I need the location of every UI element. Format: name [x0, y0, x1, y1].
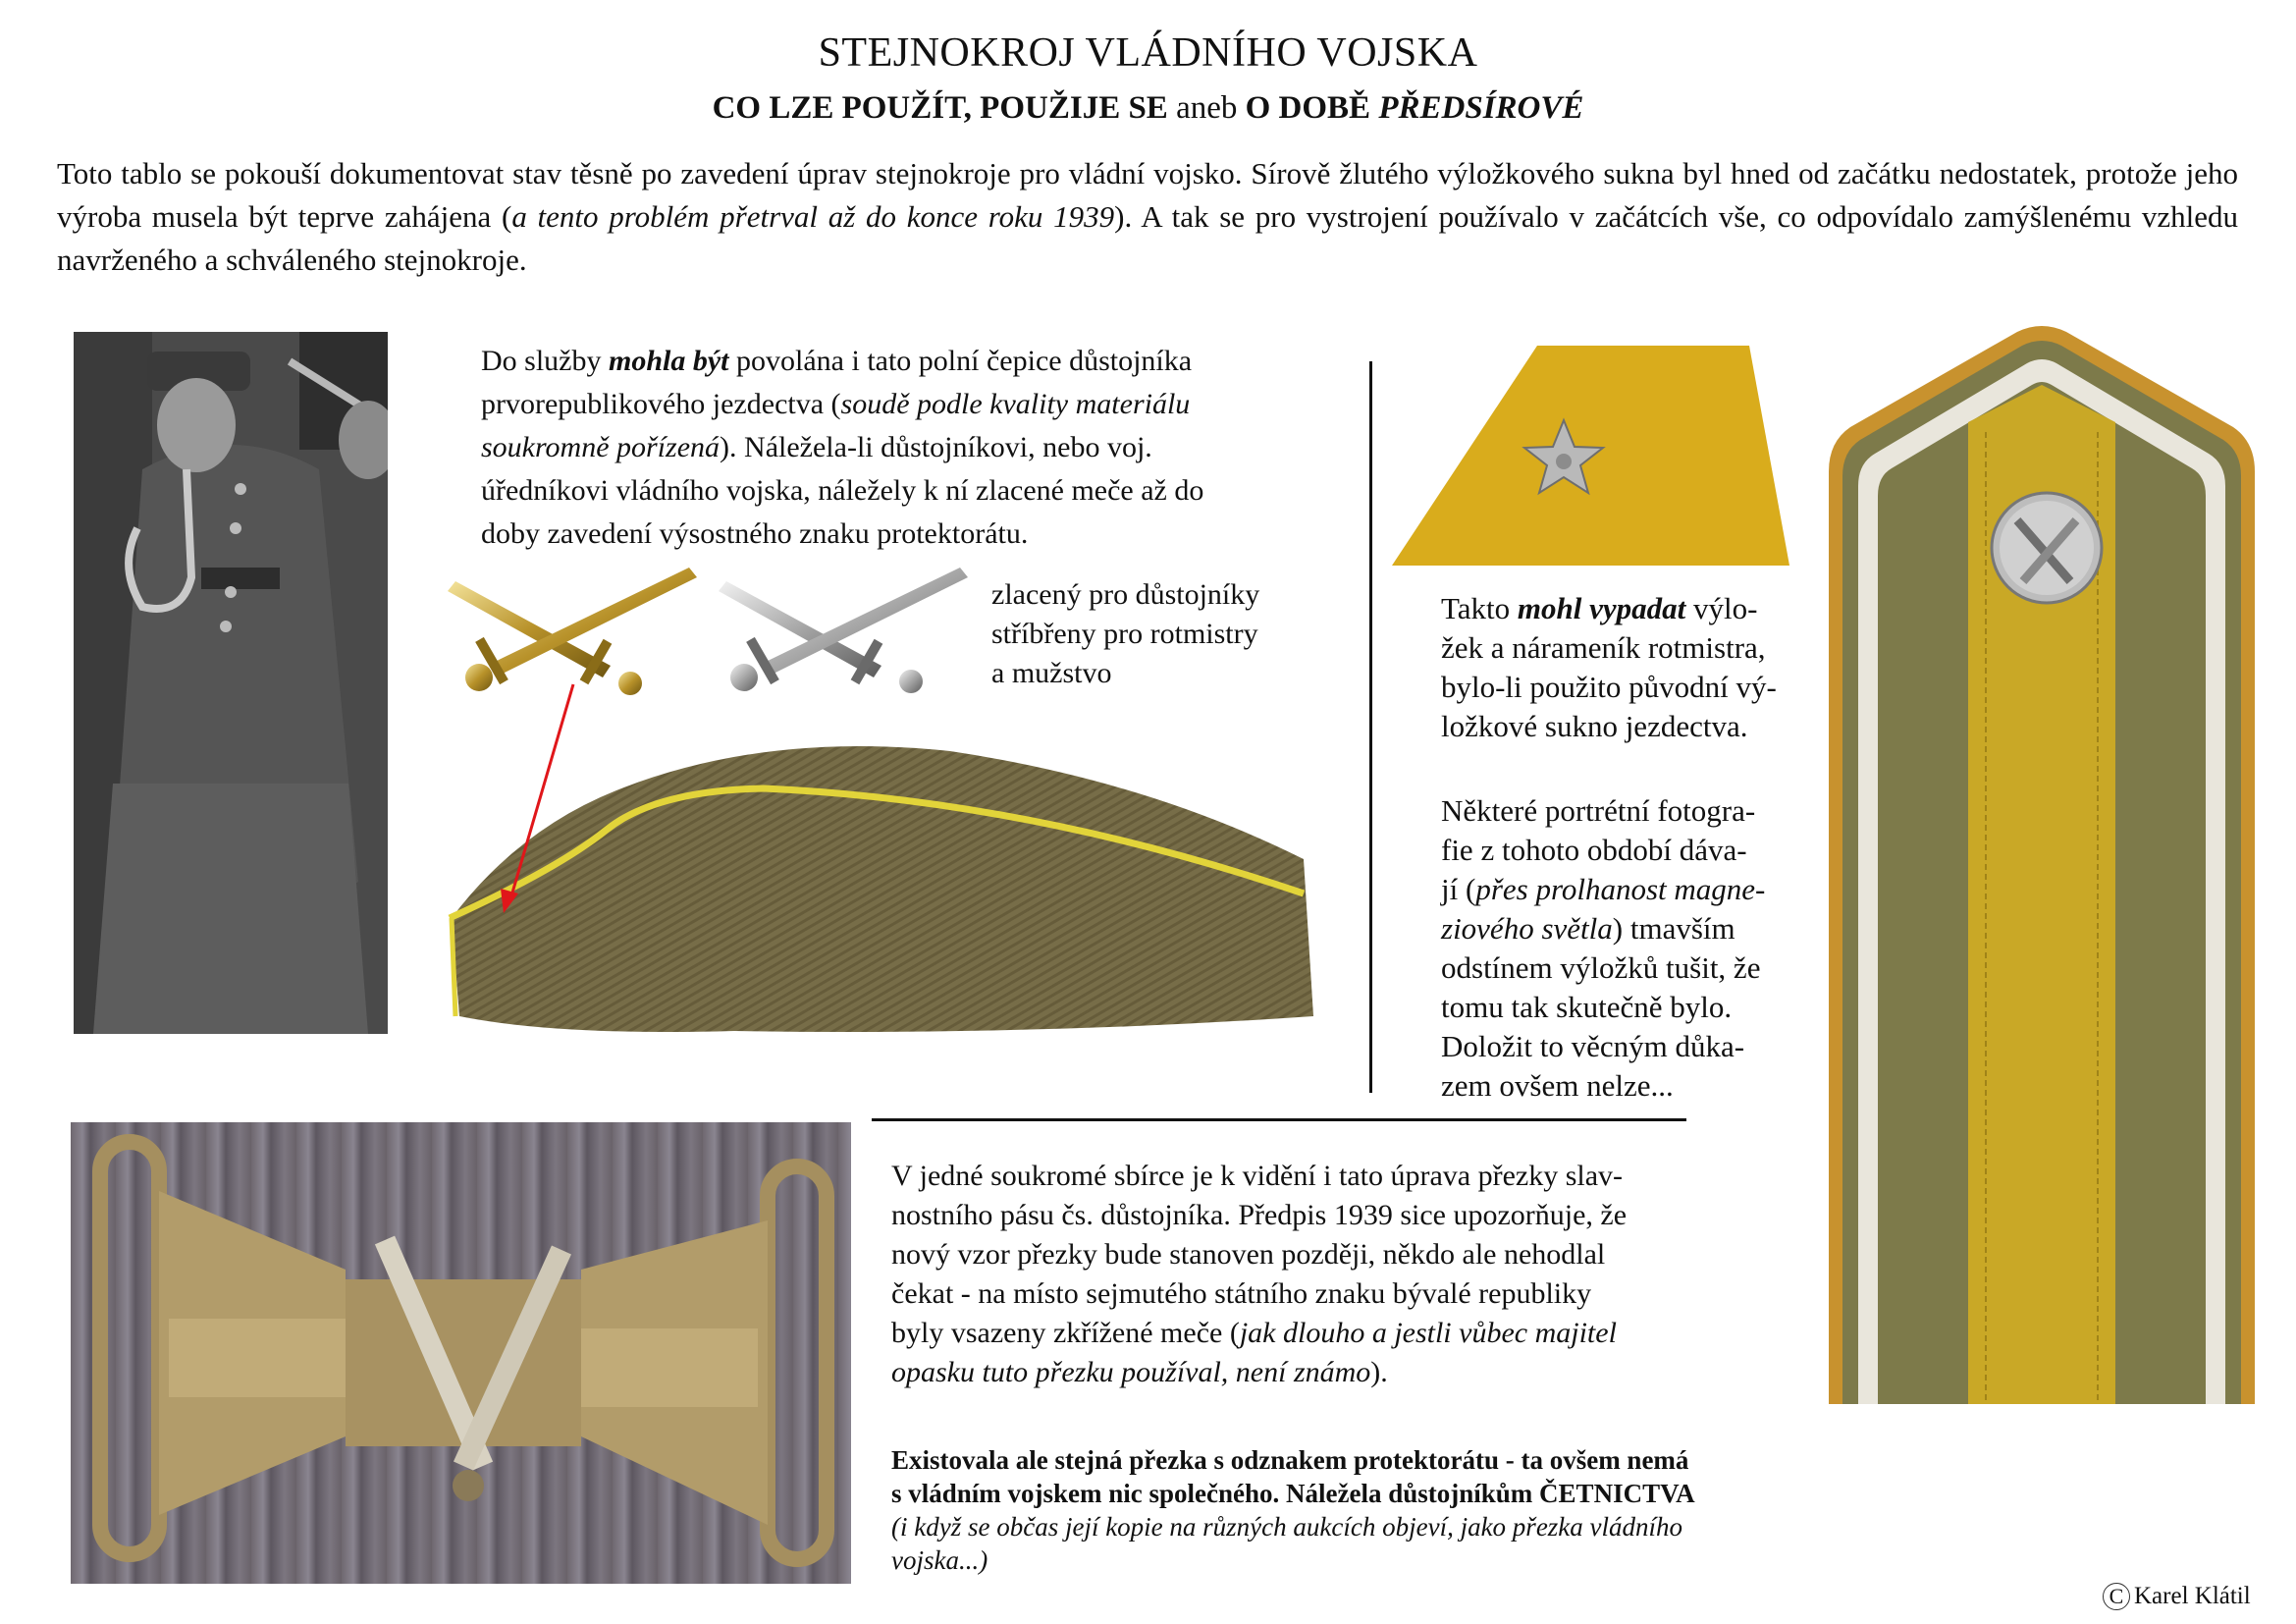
page-subtitle — [0, 90, 2296, 127]
cap-text-1: povolána i tato polní čepice důstojníka prvorepublikového jezdectva ( — [481, 345, 1193, 420]
collar-text-line-2: žek a nárameník rotmistra, — [1441, 630, 1766, 665]
soldier-figure-icon — [74, 332, 388, 1034]
vertical-divider — [1369, 361, 1372, 1093]
intro-text-2: ). A tak se pro vystrojení používalo v začátcích vše, co odpovídalo zamýšlenému vzhledu navrženého a schváleného stejnokroje. — [57, 199, 2238, 277]
page-title: STEJNOKROJ VLÁDNÍHO VOJSKA — [818, 30, 1478, 76]
subtitle-aneb: aneb — [1176, 90, 1238, 126]
crossed-swords-button-icon — [1992, 493, 2102, 603]
cap-text-lead: Do služby — [481, 345, 609, 377]
crossed-swords-images — [444, 568, 988, 697]
gend-italic-line-3: i když se občas její kopie na různých aukcích objeví, jako přezka vládního — [900, 1512, 1683, 1542]
photo-remark — [1441, 791, 1765, 1106]
subtitle-part-3: PŘEDSÍROVÉ — [1378, 90, 1584, 126]
field-cap-image — [440, 722, 1353, 1046]
buckle-text-line-3: nový vzor přezky bude stanoven později, někdo ale nehodlal — [891, 1238, 1606, 1271]
collar-text-line-1: výlo- — [1685, 591, 1758, 625]
intro-italic: a tento problém přetrval až do konce roku 1939 — [511, 199, 1115, 234]
photo-remark-line-3b: přes prolhanost magne- — [1475, 872, 1766, 906]
swords-caption-line-1: zlacený pro důstojníky — [991, 578, 1260, 611]
photo-remark-line-8: zem ovšem nelze... — [1441, 1068, 1674, 1103]
buckle-text-line-2: nostního pásu čs. důstojníka. Předpis 1939 sice upozorňuje, že — [891, 1199, 1628, 1231]
belt-buckle-image — [71, 1122, 851, 1584]
intro-paragraph — [57, 152, 2238, 282]
gend-bold-line-1: Existovala ale stejná přezka s odznakem protektorátu - ta ovšem nemá — [891, 1445, 1689, 1475]
cap-text-2: ). Náležela-li důstojníkovi, nebo voj. úředníkovi vládního vojska, náležely k ní zlacené meče až do doby zavedení výsostného znaku protektorátu. — [481, 431, 1204, 550]
photo-remark-line-6: tomu tak skutečně bylo. — [1441, 990, 1733, 1024]
buckle-text-line-5a: byly vsazeny zkřížené meče ( — [891, 1317, 1240, 1349]
cap-text-emphasis: mohla být — [609, 345, 729, 377]
photo-remark-line-1: Některé portrétní fotogra- — [1441, 793, 1756, 828]
swords-caption-line-3: a mužstvo — [991, 657, 1112, 689]
subtitle-part-1: CO LZE POUŽÍT, POUŽIJE SE — [712, 90, 1168, 126]
collar-text-emphasis: mohl vypadat — [1517, 591, 1686, 625]
copyright-icon: C — [2103, 1583, 2130, 1610]
collar-text-lead: Takto — [1441, 591, 1518, 625]
collar-tab-description — [1441, 589, 1777, 746]
gend-close-paren: ) — [979, 1545, 988, 1575]
silver-swords-icon — [719, 568, 968, 693]
cap-text-italic: soudě podle kvality materiálu soukromně pořízená — [481, 388, 1191, 463]
horizontal-divider — [872, 1118, 1686, 1121]
cap-description — [481, 340, 1266, 556]
gend-italic-line-4: vojska... — [891, 1545, 980, 1575]
gend-bold-line-2: s vládním vojskem nic společného. Náležela důstojníkům ČETNICTVA — [891, 1479, 1695, 1508]
shoulder-board-image — [1821, 324, 2263, 1414]
buckle-text-line-4: čekat - na místo sejmutého státního znaku bývalé republiky — [891, 1277, 1592, 1310]
buckle-text-line-6b: ). — [1370, 1356, 1388, 1388]
collar-text-line-4: ložkové sukno jezdectva. — [1441, 709, 1748, 743]
buckle-text-line-5b: jak dlouho a jestli vůbec majitel — [1239, 1317, 1617, 1349]
photo-remark-line-4b: ) tmavším — [1612, 911, 1735, 946]
photo-remark-line-4a: ziového světla — [1441, 911, 1613, 946]
photo-remark-line-3a: jí ( — [1441, 872, 1476, 906]
subtitle-part-2: O DOBĚ — [1245, 90, 1371, 126]
intro-text-1: Toto tablo se pokouší dokumentovat stav těsně po zavedení úprav stejnokroje pro vládní vojsko. Sírově žlutého výložkového sukna byl hned od začátku nedostatek, protože jeho výroba musela být teprve zahájena ( — [57, 156, 2238, 234]
swords-caption-line-2: stříbřeny pro rotmistry — [991, 618, 1258, 650]
photo-remark-line-5: odstínem výložků tušit, že — [1441, 950, 1761, 985]
gend-open-paren: ( — [891, 1512, 900, 1542]
swords-caption — [991, 575, 1259, 693]
portrait-photo — [74, 332, 388, 1034]
gold-swords-icon — [448, 568, 697, 695]
buckle-text-line-6a: opasku tuto přezku používal, není známo — [891, 1356, 1371, 1388]
buckle-description — [891, 1157, 1627, 1392]
buckle-text-line-1: V jedné soukromé sbírce je k vidění i tato úprava přezky slav- — [891, 1160, 1624, 1192]
photo-remark-line-2: fie z tohoto období dáva- — [1441, 833, 1747, 867]
gendarmerie-note — [891, 1443, 1695, 1577]
collar-tab-image — [1392, 346, 1794, 566]
cap-body — [452, 746, 1313, 1032]
copyright-notice — [2103, 1583, 2251, 1610]
author-name: Karel Klátil — [2134, 1583, 2251, 1609]
collar-text-line-3: bylo-li použito původní vý- — [1441, 670, 1777, 704]
photo-remark-line-7: Doložit to věcným důka- — [1441, 1029, 1745, 1063]
